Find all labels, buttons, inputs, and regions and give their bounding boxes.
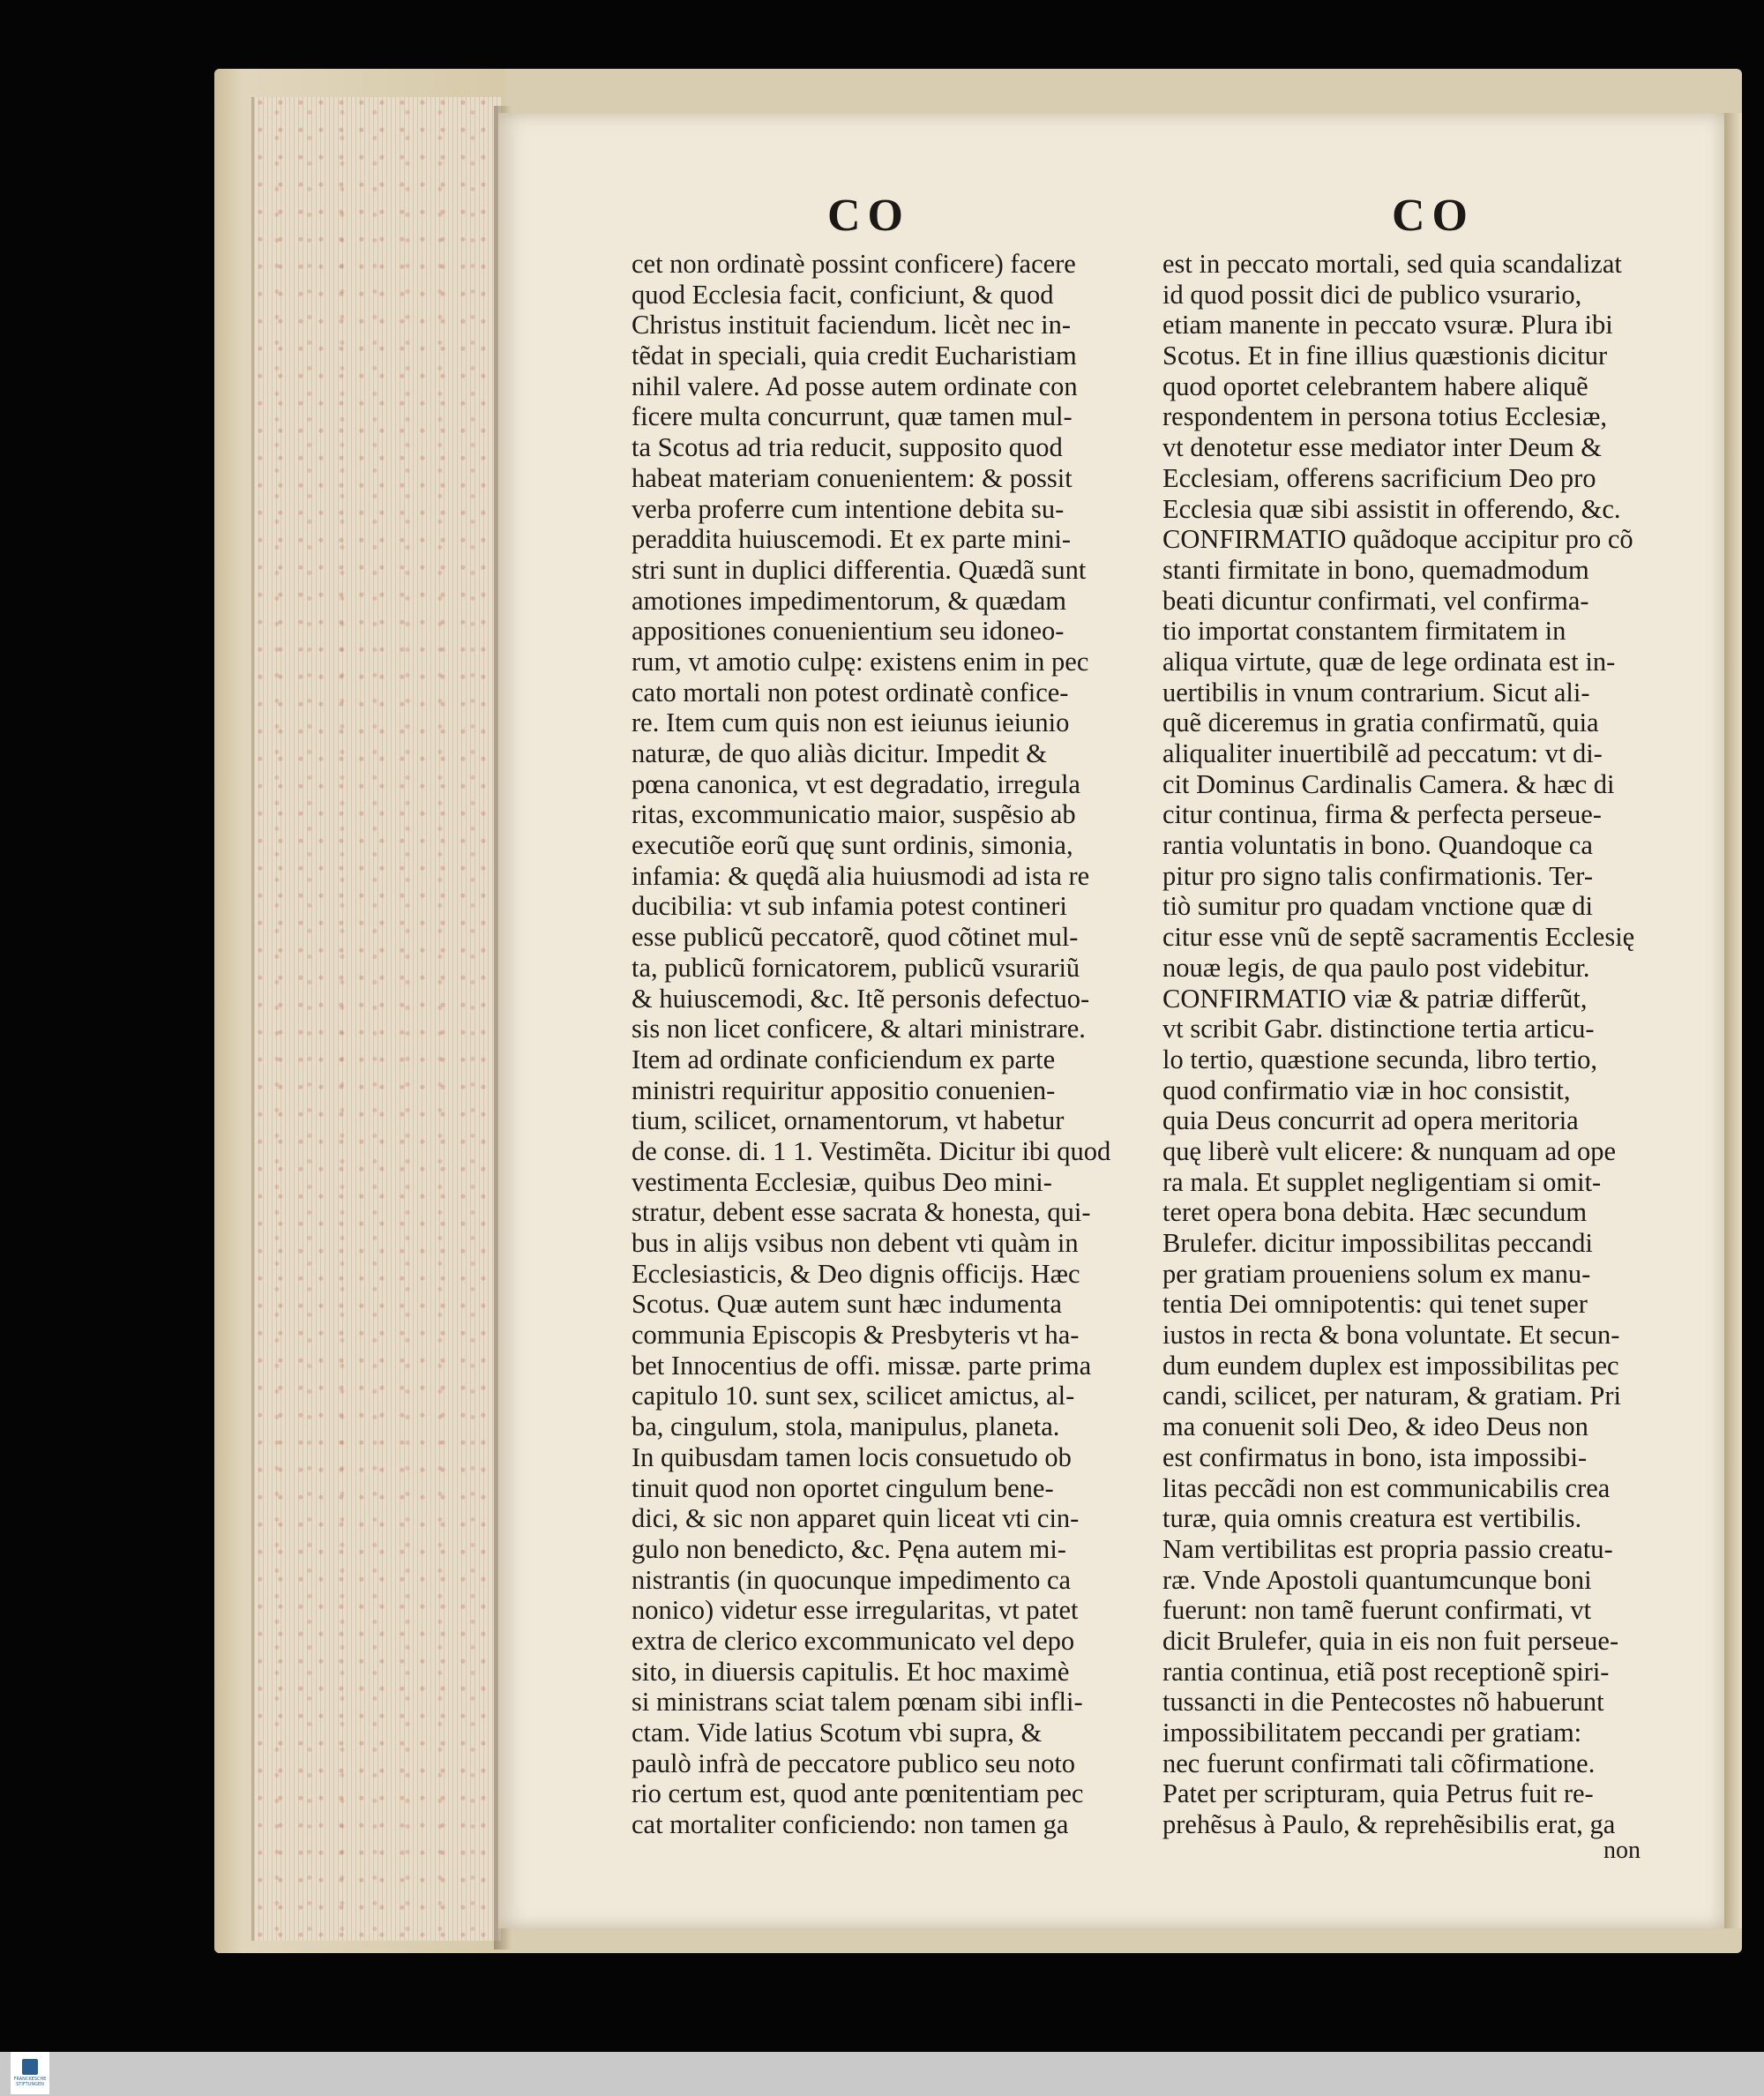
text-line: verba proferre cum intentione debita su- — [632, 493, 1065, 524]
text-line: prehẽsus à Paulo, & reprehẽsibilis erat, ga — [1162, 1809, 1616, 1840]
text-line: executiõe eorũ quę sunt ordinis, simonia, — [632, 830, 1073, 861]
text-line: CONFIRMATIO viæ & patriæ differũt, — [1162, 983, 1588, 1014]
text-line: rio certum est, quod ante pœnitentiam pec — [632, 1778, 1084, 1809]
text-line: ducibilia: vt sub infamia potest contineri — [632, 891, 1067, 922]
text-line: turæ, quia omnis creatura est vertibilis. — [1162, 1503, 1582, 1534]
text-line: tio importat constantem firmitatem in — [1162, 616, 1566, 647]
text-line: Nam vertibilitas est propria passio creatu- — [1162, 1533, 1613, 1564]
text-line: Scotus. Et in fine illius quæstionis dicitur — [1162, 341, 1608, 371]
text-line: stri sunt in duplici differentia. Quædã sunt — [632, 554, 1087, 585]
text-line: infamia: & quędã alia huiusmodi ad ista re — [632, 860, 1090, 891]
logo-text — [14, 2077, 47, 2087]
text-line: ma conuenit soli Deo, & ideo Deus non — [1162, 1411, 1588, 1442]
text-line: iustos in recta & bona voluntate. Et secun- — [1162, 1320, 1620, 1351]
text-line: Christus instituit faciendum. licèt nec in- — [632, 310, 1072, 341]
text-line: vt scribit Gabr. distinctione tertia articu- — [1162, 1014, 1595, 1044]
text-line: ra mala. Et supplet negligentiam si omit- — [1162, 1166, 1602, 1197]
text-line: litas peccãdi non est communicabilis crea — [1162, 1472, 1611, 1503]
text-line: tiò sumitur pro quadam vnctione quæ di — [1162, 891, 1593, 922]
text-line: nistrantis (in quocunque impedimento ca — [632, 1564, 1072, 1595]
text-line: Ecclesiam, offerens sacrificium Deo pro — [1162, 462, 1596, 493]
text-line: citur esse vnũ de septẽ sacramentis Ecclesię — [1162, 922, 1635, 953]
text-line: bet Innocentius de offi. missæ. parte prima — [632, 1350, 1092, 1381]
text-line: aliqualiter inuertibilẽ ad peccatum: vt di- — [1162, 738, 1603, 768]
text-line: naturæ, de quo aliàs dicitur. Impedit & — [632, 738, 1047, 768]
text-line: teret opera bona debita. Hæc secundum — [1162, 1197, 1588, 1228]
text-line: Scotus. Quæ autem sunt hæc indumenta — [632, 1289, 1062, 1320]
text-line: Ecclesiasticis, & Deo dignis officijs. Hæc — [632, 1258, 1080, 1289]
text-line: bus in alijs vsibus non debent vti quàm in — [632, 1228, 1079, 1258]
text-line: communia Episcopis & Presbyteris vt ha- — [632, 1320, 1080, 1351]
text-line: vestimenta Ecclesiæ, quibus Deo mini- — [632, 1166, 1052, 1197]
text-line: si ministrans sciat talem pœnam sibi infli- — [632, 1687, 1083, 1718]
text-line: quod confirmatio viæ in hoc consistit, — [1162, 1074, 1571, 1105]
text-line: id quod possit dici de publico vsurario, — [1162, 279, 1582, 310]
text-line: rantia voluntatis in bono. Quandoque ca — [1162, 830, 1593, 861]
text-line: ba, cingulum, stola, manipulus, planeta. — [632, 1411, 1060, 1442]
text-line: nec fuerunt confirmati tali cõfirmatione. — [1162, 1748, 1596, 1778]
text-line: stanti firmitate in bono, quemadmodum — [1162, 554, 1589, 585]
text-line: amotiones impedimentorum, & quædam — [632, 585, 1067, 616]
text-line: & huiuscemodi, &c. Itẽ personis defectuo- — [632, 983, 1090, 1014]
text-line: Patet per scripturam, quia Petrus fuit re- — [1162, 1778, 1594, 1809]
text-line: esse publicũ peccatorẽ, quod cõtinet mul- — [632, 922, 1079, 953]
text-line: fuerunt: non tamẽ fuerunt confirmati, vt — [1162, 1595, 1592, 1626]
logo-text-line-2: STIFTUNGEN — [16, 2082, 44, 2087]
text-line: tinuit quod non oportet cingulum bene- — [632, 1472, 1054, 1503]
text-line: aliqua virtute, quæ de lege ordinata est in- — [1162, 646, 1616, 677]
text-line: cato mortali non potest ordinatè confice- — [632, 677, 1069, 707]
text-line: quia Deus concurrit ad opera meritoria — [1162, 1105, 1579, 1136]
text-line: per gratiam proueniens solum ex manu- — [1162, 1258, 1591, 1289]
text-line: ta, publicũ fornicatorem, publicũ vsurariũ — [632, 952, 1080, 983]
text-line: gulo non benedicto, &c. Pęna autem mi- — [632, 1533, 1066, 1564]
text-line: ministri requiritur appositio conuenien- — [632, 1074, 1056, 1105]
text-line: tentia Dei omnipotentis: qui tenet super — [1162, 1289, 1588, 1320]
right-text-column — [1162, 249, 1634, 1840]
text-line: CONFIRMATIO quãdoque accipitur pro cõ — [1162, 524, 1633, 555]
text-line: pœna canonica, vt est degradatio, irregula — [632, 768, 1080, 799]
text-line: uertibilis in vnum contrarium. Sicut ali- — [1162, 677, 1590, 707]
text-line: Brulefer. dicitur impossibilitas peccandi — [1162, 1228, 1593, 1258]
text-line: peraddita huiuscemodi. Et ex parte mini- — [632, 524, 1072, 555]
logo-icon — [22, 2059, 38, 2075]
text-line: vt denotetur esse mediator inter Deum & — [1162, 432, 1603, 463]
text-line: extra de clerico excommunicato vel depo — [632, 1625, 1075, 1656]
running-head-right: CO — [1392, 191, 1475, 241]
text-line: cat mortaliter conficiendo: non tamen ga — [632, 1809, 1069, 1840]
text-line: lo tertio, quæstione secunda, libro tertio, — [1162, 1044, 1597, 1074]
text-line: quę liberè vult elicere: & nunquam ad ope — [1162, 1135, 1617, 1166]
text-line: sis non licet conficere, & altari ministrare. — [632, 1014, 1086, 1044]
text-line: ritas, excommunicatio maior, suspẽsio ab — [632, 799, 1076, 830]
text-line: capitulo 10. sunt sex, scilicet amictus, al- — [632, 1381, 1075, 1411]
text-line: rantia continua, etiã post receptionẽ spiri- — [1162, 1656, 1610, 1687]
text-line: re. Item cum quis non est ieiunus ieiunio — [632, 707, 1070, 738]
text-line: tẽdat in speciali, quia credit Eucharistiam — [632, 341, 1077, 371]
text-line: dici, & sic non apparet quin liceat vti cin- — [632, 1503, 1080, 1534]
left-text-column — [632, 249, 1110, 1840]
text-line: ctam. Vide latius Scotum vbi supra, & — [632, 1718, 1043, 1748]
text-line: beati dicuntur confirmati, vel confirma- — [1162, 585, 1589, 616]
text-line: candi, scilicet, per naturam, & gratiam. Pri — [1162, 1381, 1622, 1411]
running-head-left: CO — [827, 191, 910, 241]
text-line: tussancti in die Pentecostes nõ habuerunt — [1162, 1687, 1604, 1718]
text-line: In quibusdam tamen locis consuetudo ob — [632, 1441, 1072, 1472]
catchword: non — [1603, 1837, 1641, 1864]
logo-text-line-1: FRANCKESCHE — [13, 2077, 47, 2082]
text-line: tium, scilicet, ornamentorum, vt habetur — [632, 1105, 1065, 1136]
viewer-footer-bar — [0, 2052, 1764, 2096]
text-line: cit Dominus Cardinalis Camera. & hæc di — [1162, 768, 1615, 799]
text-line: respondentem in persona totius Ecclesiæ, — [1162, 401, 1607, 432]
text-line: dum eundem duplex est impossibilitas pec — [1162, 1350, 1619, 1381]
text-line: stratur, debent esse sacrata & honesta, qui- — [632, 1197, 1091, 1228]
text-line: nihil valere. Ad posse autem ordinate con — [632, 371, 1078, 401]
text-line: est in peccato mortali, sed quia scandalizat — [1162, 249, 1622, 279]
text-line: appositiones conuenientium seu idoneo- — [632, 616, 1065, 647]
text-line: paulò infrà de peccatore publico seu noto — [632, 1748, 1076, 1778]
text-line: ficere multa concurrunt, quæ tamen mul- — [632, 401, 1073, 432]
text-line: sito, in diuersis capitulis. Et hoc maximè — [632, 1656, 1070, 1687]
text-line: nonico) videtur esse irregularitas, vt patet — [632, 1595, 1079, 1626]
text-line: etiam manente in peccato vsuræ. Plura ibi — [1162, 310, 1613, 341]
facing-page-edge — [1724, 113, 1742, 1928]
institution-logo[interactable] — [11, 2052, 49, 2094]
text-line: ta Scotus ad tria reducit, supposito quod — [632, 432, 1063, 463]
text-line: rum, vt amotio culpę: existens enim in pec — [632, 646, 1089, 677]
text-line: citur continua, firma & perfecta perseue- — [1162, 799, 1602, 830]
text-line: dicit Brulefer, quia in eis non fuit perseue- — [1162, 1625, 1619, 1656]
text-line: Ecclesia quæ sibi assistit in offerendo, &c. — [1162, 493, 1621, 524]
text-line: habeat materiam conuenientem: & possit — [632, 462, 1073, 493]
text-line: cet non ordinatè possint conficere) facere — [632, 249, 1076, 279]
text-line: est confirmatus in bono, ista impossibi- — [1162, 1441, 1588, 1472]
text-line: Item ad ordinate conficiendum ex parte — [632, 1044, 1056, 1074]
text-line: quod oportet celebrantem habere aliquẽ — [1162, 371, 1588, 401]
text-line: ræ. Vnde Apostoli quantumcunque boni — [1162, 1564, 1592, 1595]
text-line: quod Ecclesia facit, conficiunt, & quod — [632, 279, 1054, 310]
text-line: de conse. di. 1 1. Vestimẽta. Dicitur ibi quod — [632, 1135, 1111, 1166]
text-line: pitur pro signo talis confirmationis. Ter- — [1162, 860, 1593, 891]
text-line: nouæ legis, de qua paulo post videbitur. — [1162, 952, 1590, 983]
text-line: impossibilitatem peccandi per gratiam: — [1162, 1718, 1582, 1748]
page-edges — [251, 97, 501, 1941]
text-line: quẽ diceremus in gratia confirmatũ, quia — [1162, 707, 1599, 738]
